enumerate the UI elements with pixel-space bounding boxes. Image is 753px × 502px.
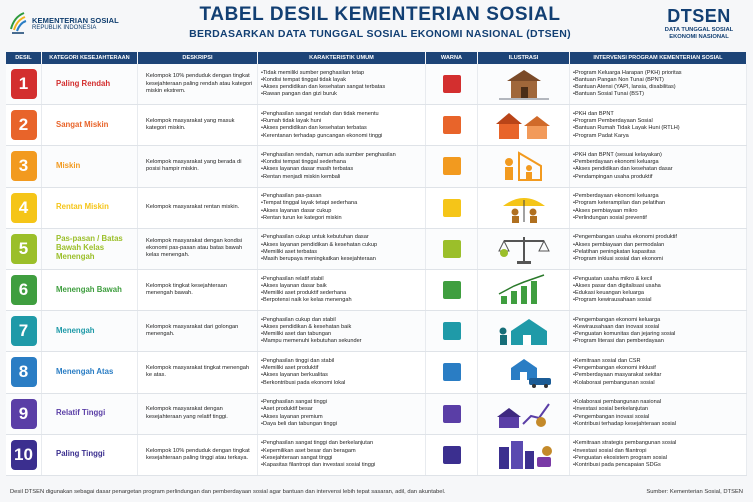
karakteristik-item: • Akses pendidikan dan kesehatan terbatas — [261, 125, 382, 132]
deskripsi-text: Kelompok masyarakat dengan kesejahteraan yang relatif tinggi. — [146, 406, 228, 420]
intervensi-item: • Penguatan ekosistem program sosial — [573, 455, 676, 462]
karakteristik-item: • Kapasitas filantropi dan investasi sosial tinggi — [261, 462, 375, 469]
warna-cell — [426, 270, 478, 310]
intervensi-item: • Pengembangan usaha ekonomi produktif — [573, 234, 677, 241]
intervensi-item: • Akses pasar dan digitalisasi usaha — [573, 283, 661, 290]
ilustrasi-cell — [478, 188, 570, 228]
karakteristik-cell — [258, 311, 426, 351]
karakteristik-item: • Mampu memenuhi kebutuhan sekunder — [261, 338, 362, 345]
shack-icon — [489, 66, 559, 102]
intervensi-item: • PKH dan BPNT — [573, 111, 680, 118]
intervensi-item: • Bantuan Atensi (YAPI, lansia, disabilitas) — [573, 84, 682, 91]
intervensi-item: • Program literasi dan pemberdayaan — [573, 338, 675, 345]
desil-number: 2 — [11, 110, 37, 140]
karakteristik-item: • Akses pendidikan dan kesehatan sangat terbatas — [261, 84, 385, 91]
intervensi-item: • Akses pembiayaan dan permodalan — [573, 242, 677, 249]
warna-cell — [426, 146, 478, 186]
desil-cell — [6, 146, 42, 186]
intervensi-item: • Pemberdayaan ekonomi keluarga — [573, 193, 665, 200]
kategori-label: Relatif Tinggi — [56, 408, 106, 418]
table-row — [6, 435, 747, 476]
intervensi-item: • Kemitraan sosial dan CSR — [573, 358, 661, 365]
growth-chart-icon — [489, 272, 559, 308]
color-swatch — [443, 116, 461, 134]
deskripsi-cell — [138, 311, 258, 351]
karakteristik-item: • Penghasilan sangat rendah dan tidak menentu — [261, 111, 382, 118]
karakteristik-item: • Akses layanan berkualitas — [261, 372, 345, 379]
kategori-label: Menengah Atas — [56, 366, 114, 376]
color-swatch — [443, 281, 461, 299]
deskripsi-text: Kelompok masyarakat rentan miskin. — [146, 204, 240, 211]
desil-number: 7 — [11, 316, 37, 346]
intervensi-item: • Kontribusi terhadap kesejahteraan sosial — [573, 421, 676, 428]
intervensi-item: • Pemberdayaan ekonomi keluarga — [573, 159, 673, 166]
karakteristik-item: • Penghasilan sangat tinggi — [261, 399, 337, 406]
deskripsi-cell — [138, 352, 258, 392]
karakteristik-item: • Akses layanan pendidikan & kesehatan cukup — [261, 242, 377, 249]
karakteristik-item: • Memiliki aset terbatas — [261, 249, 377, 256]
header-deskripsi: DESKRIPSI — [138, 52, 258, 64]
intervensi-item: • PKH dan BPNT (sesuai kelayakan) — [573, 152, 673, 159]
intervensi-item: • Penguatan komunitas dan jejaring sosial — [573, 331, 675, 338]
karakteristik-item: • Memiliki aset produktif sederhana — [261, 290, 352, 297]
deskripsi-cell — [138, 146, 258, 186]
karakteristik-cell — [258, 229, 426, 269]
desil-cell — [6, 188, 42, 228]
intervensi-item: • Bantuan Pangan Non Tunai (BPNT) — [573, 77, 682, 84]
header-desil: DESIL — [6, 52, 42, 64]
header-warna: WARNA — [426, 52, 478, 64]
warna-cell — [426, 435, 478, 475]
karakteristik-item: • Masih berupaya meningkatkan kesejahteraan — [261, 256, 377, 263]
kategori-cell — [42, 270, 138, 310]
warna-cell — [426, 352, 478, 392]
desil-number: 5 — [11, 234, 37, 264]
header — [0, 0, 753, 50]
intervensi-item: • Kolaborasi pembangunan nasional — [573, 399, 676, 406]
deskripsi-cell — [138, 394, 258, 434]
table-row — [6, 105, 747, 146]
karakteristik-item: • Akses layanan premium — [261, 414, 337, 421]
intervensi-cell — [570, 64, 747, 104]
header-kategori: KATEGORI KESEJAHTERAAN — [42, 52, 138, 64]
karakteristik-item: • Akses layanan dasar cukup — [261, 208, 357, 215]
warna-cell — [426, 229, 478, 269]
ilustrasi-cell — [478, 352, 570, 392]
intervensi-item: • Perlindungan sosial preventif — [573, 215, 665, 222]
dtsen-line1: DATA TUNGGAL SOSIAL — [664, 27, 734, 33]
karakteristik-cell — [258, 435, 426, 475]
desil-number: 6 — [11, 275, 37, 305]
house-car-icon — [489, 354, 559, 390]
logo-sub: REPUBLIK INDONESIA — [32, 24, 97, 31]
desil-cell — [6, 394, 42, 434]
karakteristik-cell — [258, 64, 426, 104]
intervensi-item: • Pelatihan peningkatan kapasitas — [573, 249, 677, 256]
deskripsi-text: Kelompok masyarakat yang berada di posisi hampir miskin. — [146, 159, 242, 173]
family-umbrella-icon — [489, 190, 559, 226]
desil-cell — [6, 105, 42, 145]
deskripsi-text: Kelompok 10% penduduk dengan tingkat kesejahteraan paling tinggi atau terkaya. — [146, 447, 250, 461]
intervensi-item: • Edukasi keuangan keluarga — [573, 290, 661, 297]
karakteristik-item: • Tidak memiliki sumber penghasilan tetap — [261, 70, 385, 77]
intervensi-item: • Program Keluarga Harapan (PKH) prioritas — [573, 70, 682, 77]
karakteristik-item: • Rumah tidak layak huni — [261, 118, 382, 125]
intervensi-item: • Investasi sosial dan filantropi — [573, 448, 676, 455]
footer-note: Desil DTSEN digunakan sebagai dasar penargetan program perlindungan dan pemberdayaan sosial agar bantuan dan intervensi lebih tepat sasaran, adil, dan akuntabel. — [10, 489, 446, 495]
ilustrasi-cell — [478, 435, 570, 475]
desil-number: 10 — [11, 440, 37, 470]
karakteristik-item: • Aset produktif besar — [261, 406, 337, 413]
deskripsi-cell — [138, 229, 258, 269]
karakteristik-cell — [258, 105, 426, 145]
kategori-cell — [42, 311, 138, 351]
kategori-cell — [42, 64, 138, 104]
karakteristik-item: • Penghasilan sangat tinggi dan berkelanjutan — [261, 440, 375, 447]
intervensi-cell — [570, 352, 747, 392]
karakteristik-item: • Tempat tinggal layak tetapi sederhana — [261, 200, 357, 207]
intervensi-cell — [570, 105, 747, 145]
intervensi-item: • Akses pembiayaan mikro — [573, 208, 665, 215]
karakteristik-item: • Kerentanan terhadap guncangan ekonomi tinggi — [261, 133, 382, 140]
kategori-label: Menengah Bawah — [56, 284, 122, 294]
header-intervensi: INTERVENSI PROGRAM KEMENTERIAN SOSIAL — [570, 52, 747, 64]
ilustrasi-cell — [478, 311, 570, 351]
deskripsi-cell — [138, 64, 258, 104]
page-subtitle: BERDASARKAN DATA TUNGGAL SOSIAL EKONOMI NASIONAL (DTSEN) — [189, 28, 571, 40]
intervensi-item: • Kolaborasi pembangunan sosial — [573, 380, 661, 387]
color-swatch — [443, 322, 461, 340]
table-header — [6, 52, 747, 64]
karakteristik-item: • Kondisi tempat tinggal sederhana — [261, 159, 396, 166]
desil-number: 4 — [11, 193, 37, 223]
intervensi-item: • Pengembangan ekonomi inklusif — [573, 365, 661, 372]
intervensi-item: • Investasi sosial berkelanjutan — [573, 406, 676, 413]
intervensi-item: • Penguatan usaha mikro & kecil — [573, 276, 661, 283]
karakteristik-item: • Memiliki aset produktif — [261, 365, 345, 372]
ilustrasi-cell — [478, 270, 570, 310]
page-title: TABEL DESIL KEMENTERIAN SOSIAL — [199, 4, 561, 25]
karakteristik-item: • Kepemilikan aset besar dan beragam — [261, 448, 375, 455]
table-body — [6, 64, 747, 476]
dtsen-title: DTSEN — [667, 6, 731, 26]
intervensi-cell — [570, 229, 747, 269]
header-karakteristik: KARAKTERISTIK UMUM — [258, 52, 426, 64]
warna-cell — [426, 105, 478, 145]
warna-cell — [426, 64, 478, 104]
table-row — [6, 311, 747, 352]
deskripsi-cell — [138, 105, 258, 145]
desil-cell — [6, 435, 42, 475]
warna-cell — [426, 311, 478, 351]
karakteristik-item: • Penghasilan relatif stabil — [261, 276, 352, 283]
karakteristik-cell — [258, 146, 426, 186]
color-swatch — [443, 75, 461, 93]
karakteristik-item: • Akses layanan dasar baik — [261, 283, 352, 290]
family-house-icon — [489, 148, 559, 184]
warna-cell — [426, 394, 478, 434]
table-row — [6, 188, 747, 229]
table-row — [6, 270, 747, 311]
color-swatch — [443, 446, 461, 464]
kategori-label: Paling Rendah — [56, 78, 111, 88]
kategori-label: Paling Tinggi — [56, 449, 105, 459]
kategori-label: Menengah — [56, 325, 95, 335]
desil-cell — [6, 352, 42, 392]
karakteristik-item: • Penghasilan rendah, namun ada sumber penghasilan — [261, 152, 396, 159]
karakteristik-item: • Berpotensi naik ke kelas menengah — [261, 297, 352, 304]
table-row — [6, 394, 747, 435]
kategori-cell — [42, 352, 138, 392]
karakteristik-item: • Berkontribusi pada ekonomi lokal — [261, 380, 345, 387]
footer — [6, 485, 747, 499]
ilustrasi-cell — [478, 394, 570, 434]
table-row — [6, 146, 747, 187]
karakteristik-cell — [258, 270, 426, 310]
table-row — [6, 229, 747, 270]
karakteristik-item: • Penghasilan cukup dan stabil — [261, 317, 362, 324]
kategori-label: Rentan Miskin — [56, 202, 109, 212]
ilustrasi-cell — [478, 229, 570, 269]
intervensi-item: • Pemberdayaan masyarakat sekitar — [573, 372, 661, 379]
deskripsi-cell — [138, 435, 258, 475]
color-swatch — [443, 240, 461, 258]
intervensi-cell — [570, 146, 747, 186]
intervensi-cell — [570, 311, 747, 351]
logo-mark-icon — [8, 11, 28, 35]
ilustrasi-cell — [478, 146, 570, 186]
header-ilustrasi: ILUSTRASI — [478, 52, 570, 64]
intervensi-cell — [570, 188, 747, 228]
karakteristik-item: • Penghasilan cukup untuk kebutuhan dasar — [261, 234, 377, 241]
intervensi-item: • Kemitraan strategis pembangunan sosial — [573, 440, 676, 447]
color-swatch — [443, 405, 461, 423]
kemensos-logo — [8, 8, 143, 38]
karakteristik-cell — [258, 394, 426, 434]
ilustrasi-cell — [478, 64, 570, 104]
logo-name: KEMENTERIAN SOSIAL — [32, 15, 119, 25]
property-growth-icon — [489, 396, 559, 432]
kategori-cell — [42, 105, 138, 145]
intervensi-item: • Akses pendidikan dan kesehatan dasar — [573, 166, 673, 173]
color-swatch — [443, 199, 461, 217]
karakteristik-item: • Rawan pangan dan gizi buruk — [261, 91, 385, 98]
desil-number: 3 — [11, 151, 37, 181]
intervensi-item: • Kontribusi pada pencapaian SDGs — [573, 462, 676, 469]
karakteristik-item: • Daya beli dan tabungan tinggi — [261, 421, 337, 428]
deskripsi-text: Kelompok masyarakat dari golongan menengah. — [146, 324, 239, 338]
kategori-cell — [42, 188, 138, 228]
desil-number: 9 — [11, 399, 37, 429]
intervensi-item: • Bantuan Sosial Tunai (BST) — [573, 91, 682, 98]
intervensi-item: • Program Pemberdayaan Sosial — [573, 118, 680, 125]
kategori-label: Miskin — [56, 160, 81, 170]
dtsen-brand — [653, 6, 745, 40]
karakteristik-item: • Penghasilan tinggi dan stabil — [261, 358, 345, 365]
kategori-cell — [42, 229, 138, 269]
deskripsi-text: Kelompok 10% penduduk dengan tingkat kesejahteraan paling rendah atau kategori miskin ekstrem. — [146, 73, 253, 94]
kategori-label: Pas-pasan / Batas Bawah Kelas Menengah — [56, 234, 123, 262]
deskripsi-text: Kelompok tingkat kesejahteraan menengah bawah. — [146, 282, 227, 297]
kategori-cell — [42, 146, 138, 186]
desil-cell — [6, 229, 42, 269]
desil-table — [6, 52, 747, 476]
kategori-cell — [42, 394, 138, 434]
intervensi-cell — [570, 394, 747, 434]
color-swatch — [443, 157, 461, 175]
desil-cell — [6, 64, 42, 104]
warna-cell — [426, 188, 478, 228]
ilustrasi-cell — [478, 105, 570, 145]
intervensi-item: • Program keterampilan dan pelatihan — [573, 200, 665, 207]
desil-cell — [6, 270, 42, 310]
houses-icon — [489, 107, 559, 143]
city-wealth-icon — [489, 437, 559, 473]
intervensi-item: • Pengembangan ekonomi keluarga — [573, 317, 675, 324]
deskripsi-text: Kelompok masyarakat yang masuk kategori miskin. — [146, 118, 235, 132]
karakteristik-item: • Memiliki aset dan tabungan — [261, 331, 362, 338]
kategori-cell — [42, 435, 138, 475]
desil-cell — [6, 311, 42, 351]
table-row — [6, 64, 747, 105]
deskripsi-cell — [138, 188, 258, 228]
dtsen-line2: EKONOMI NASIONAL — [669, 33, 729, 40]
desil-number: 8 — [11, 357, 37, 387]
desil-number: 1 — [11, 69, 37, 99]
intervensi-item: • Program kewirausahaan sosial — [573, 297, 661, 304]
karakteristik-item: • Penghasilan pas-pasan — [261, 193, 357, 200]
deskripsi-cell — [138, 270, 258, 310]
karakteristik-cell — [258, 352, 426, 392]
intervensi-item: • Kewirausahaan dan inovasi sosial — [573, 324, 675, 331]
intervensi-item: • Program Padat Karya — [573, 133, 680, 140]
karakteristik-item: • Rentan turun ke kategori miskin — [261, 215, 357, 222]
intervensi-item: • Pendampingan usaha produktif — [573, 174, 673, 181]
intervensi-item: • Bantuan Rumah Tidak Layak Huni (RTLH) — [573, 125, 680, 132]
family-home-icon — [489, 313, 559, 349]
karakteristik-item: • Rentan menjadi miskin kembali — [261, 174, 396, 181]
intervensi-cell — [570, 270, 747, 310]
scale-icon — [489, 231, 559, 267]
deskripsi-text: Kelompok masyarakat dengan kondisi ekonomi pas-pasan atau batas bawah kelas menengah. — [146, 238, 243, 259]
karakteristik-item: • Kesejahteraan sangat tinggi — [261, 455, 375, 462]
karakteristik-item: • Akses pendidikan & kesehatan baik — [261, 324, 362, 331]
intervensi-item: • Pengembangan inovasi sosial — [573, 414, 676, 421]
footer-source: Sumber: Kementerian Sosial, DTSEN — [646, 489, 743, 495]
deskripsi-text: Kelompok masyarakat tingkat menengah ke atas. — [146, 365, 250, 379]
intervensi-item: • Program inklusi sosial dan ekonomi — [573, 256, 677, 263]
karakteristik-cell — [258, 188, 426, 228]
intervensi-cell — [570, 435, 747, 475]
karakteristik-item: • Kondisi tempat tinggal tidak layak — [261, 77, 385, 84]
karakteristik-item: • Akses layanan dasar masih terbatas — [261, 166, 396, 173]
kategori-label: Sangat Miskin — [56, 119, 109, 129]
table-row — [6, 352, 747, 393]
color-swatch — [443, 363, 461, 381]
